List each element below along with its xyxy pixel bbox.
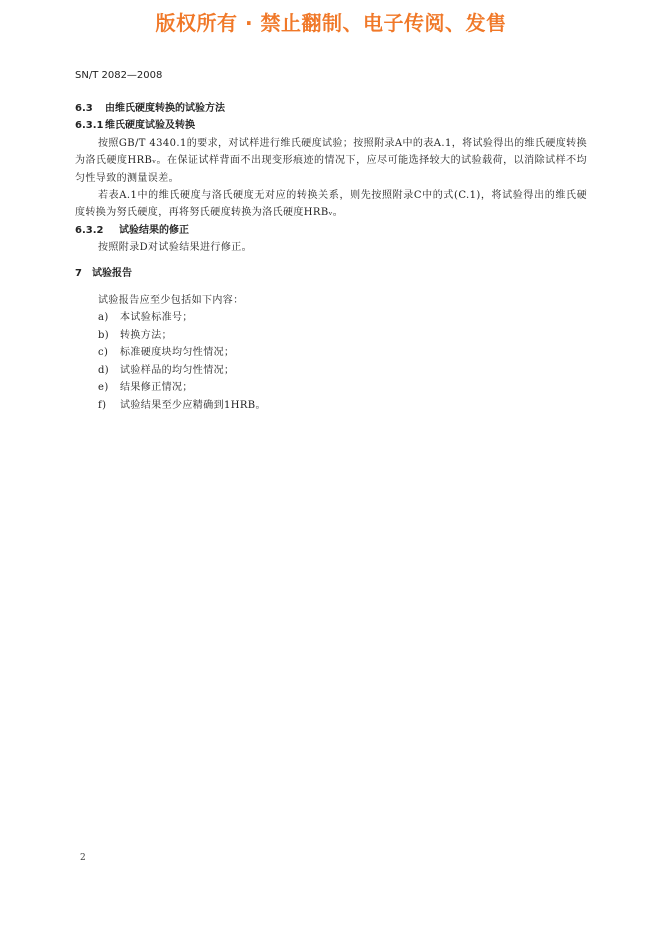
section-7-heading: [75, 265, 587, 282]
section-title: 试验报告: [92, 267, 132, 279]
list-item-text: 本试验标准号；: [120, 312, 193, 324]
list-item-text: 转换方法；: [120, 329, 172, 341]
section-6-3-1-paragraph-1: 按照GB/T 4340.1的要求，对试样进行维氏硬度试验；按照附录A中的表A.1，将试验得出的维氏硬度转换为洛氏硬度HRBᵥ。在保证试样背面不出现变形痕迹的情况下，应尽可能选择较大的试验载荷，以消除试样不均匀性导致的测量误差。: [75, 137, 587, 184]
section-6-3-heading: [75, 100, 587, 117]
list-item: [75, 344, 587, 361]
list-marker: b): [98, 329, 110, 341]
section-7-intro: 试验报告应至少包括如下内容：: [98, 295, 244, 307]
standard-code: SN/T 2082—2008: [75, 70, 163, 81]
section-6-3-2-heading: [75, 222, 587, 239]
list-item: [75, 397, 587, 414]
section-title: 由维氏硬度转换的试验方法: [105, 103, 225, 114]
section-6-3-1-heading: [75, 117, 587, 134]
section-number: 7: [75, 267, 82, 279]
section-number: 6.3.2: [75, 224, 104, 236]
watermark-banner: 版权所有 · 禁止翻制、电子传阅、发售: [155, 11, 507, 35]
list-item-text: 试验样品的均匀性情况；: [120, 364, 235, 376]
list-marker: f): [98, 399, 107, 411]
list-marker: d): [98, 364, 110, 376]
list-item-text: 结果修正情况；: [120, 382, 193, 394]
document-body: [75, 100, 587, 414]
section-6-3-2-paragraph: 按照附录D对试验结果进行修正。: [98, 242, 253, 254]
list-marker: a): [98, 312, 109, 324]
section-6-3-1-paragraph-2: 若表A.1中的维氏硬度与洛氏硬度无对应的转换关系，则先按照附录C中的式(C.1)，将试验得出的维氏硬度转换为努氏硬度，再将努氏硬度转换为洛氏硬度HRBᵥ。: [75, 190, 587, 219]
list-marker: c): [98, 347, 109, 359]
list-marker: e): [98, 382, 109, 394]
list-item: [75, 362, 587, 379]
list-item: [75, 327, 587, 344]
section-title: 维氏硬度试验及转换: [105, 120, 195, 132]
list-item: [75, 309, 587, 326]
section-title: 试验结果的修正: [119, 224, 189, 236]
list-item-text: 标准硬度块均匀性情况；: [120, 347, 235, 359]
page-number: 2: [80, 853, 86, 863]
section-number: 6.3.1: [75, 120, 104, 132]
list-item: [75, 379, 587, 396]
list-item-text: 试验结果至少应精确到1HRB。: [120, 399, 266, 411]
section-number: 6.3: [75, 103, 93, 114]
